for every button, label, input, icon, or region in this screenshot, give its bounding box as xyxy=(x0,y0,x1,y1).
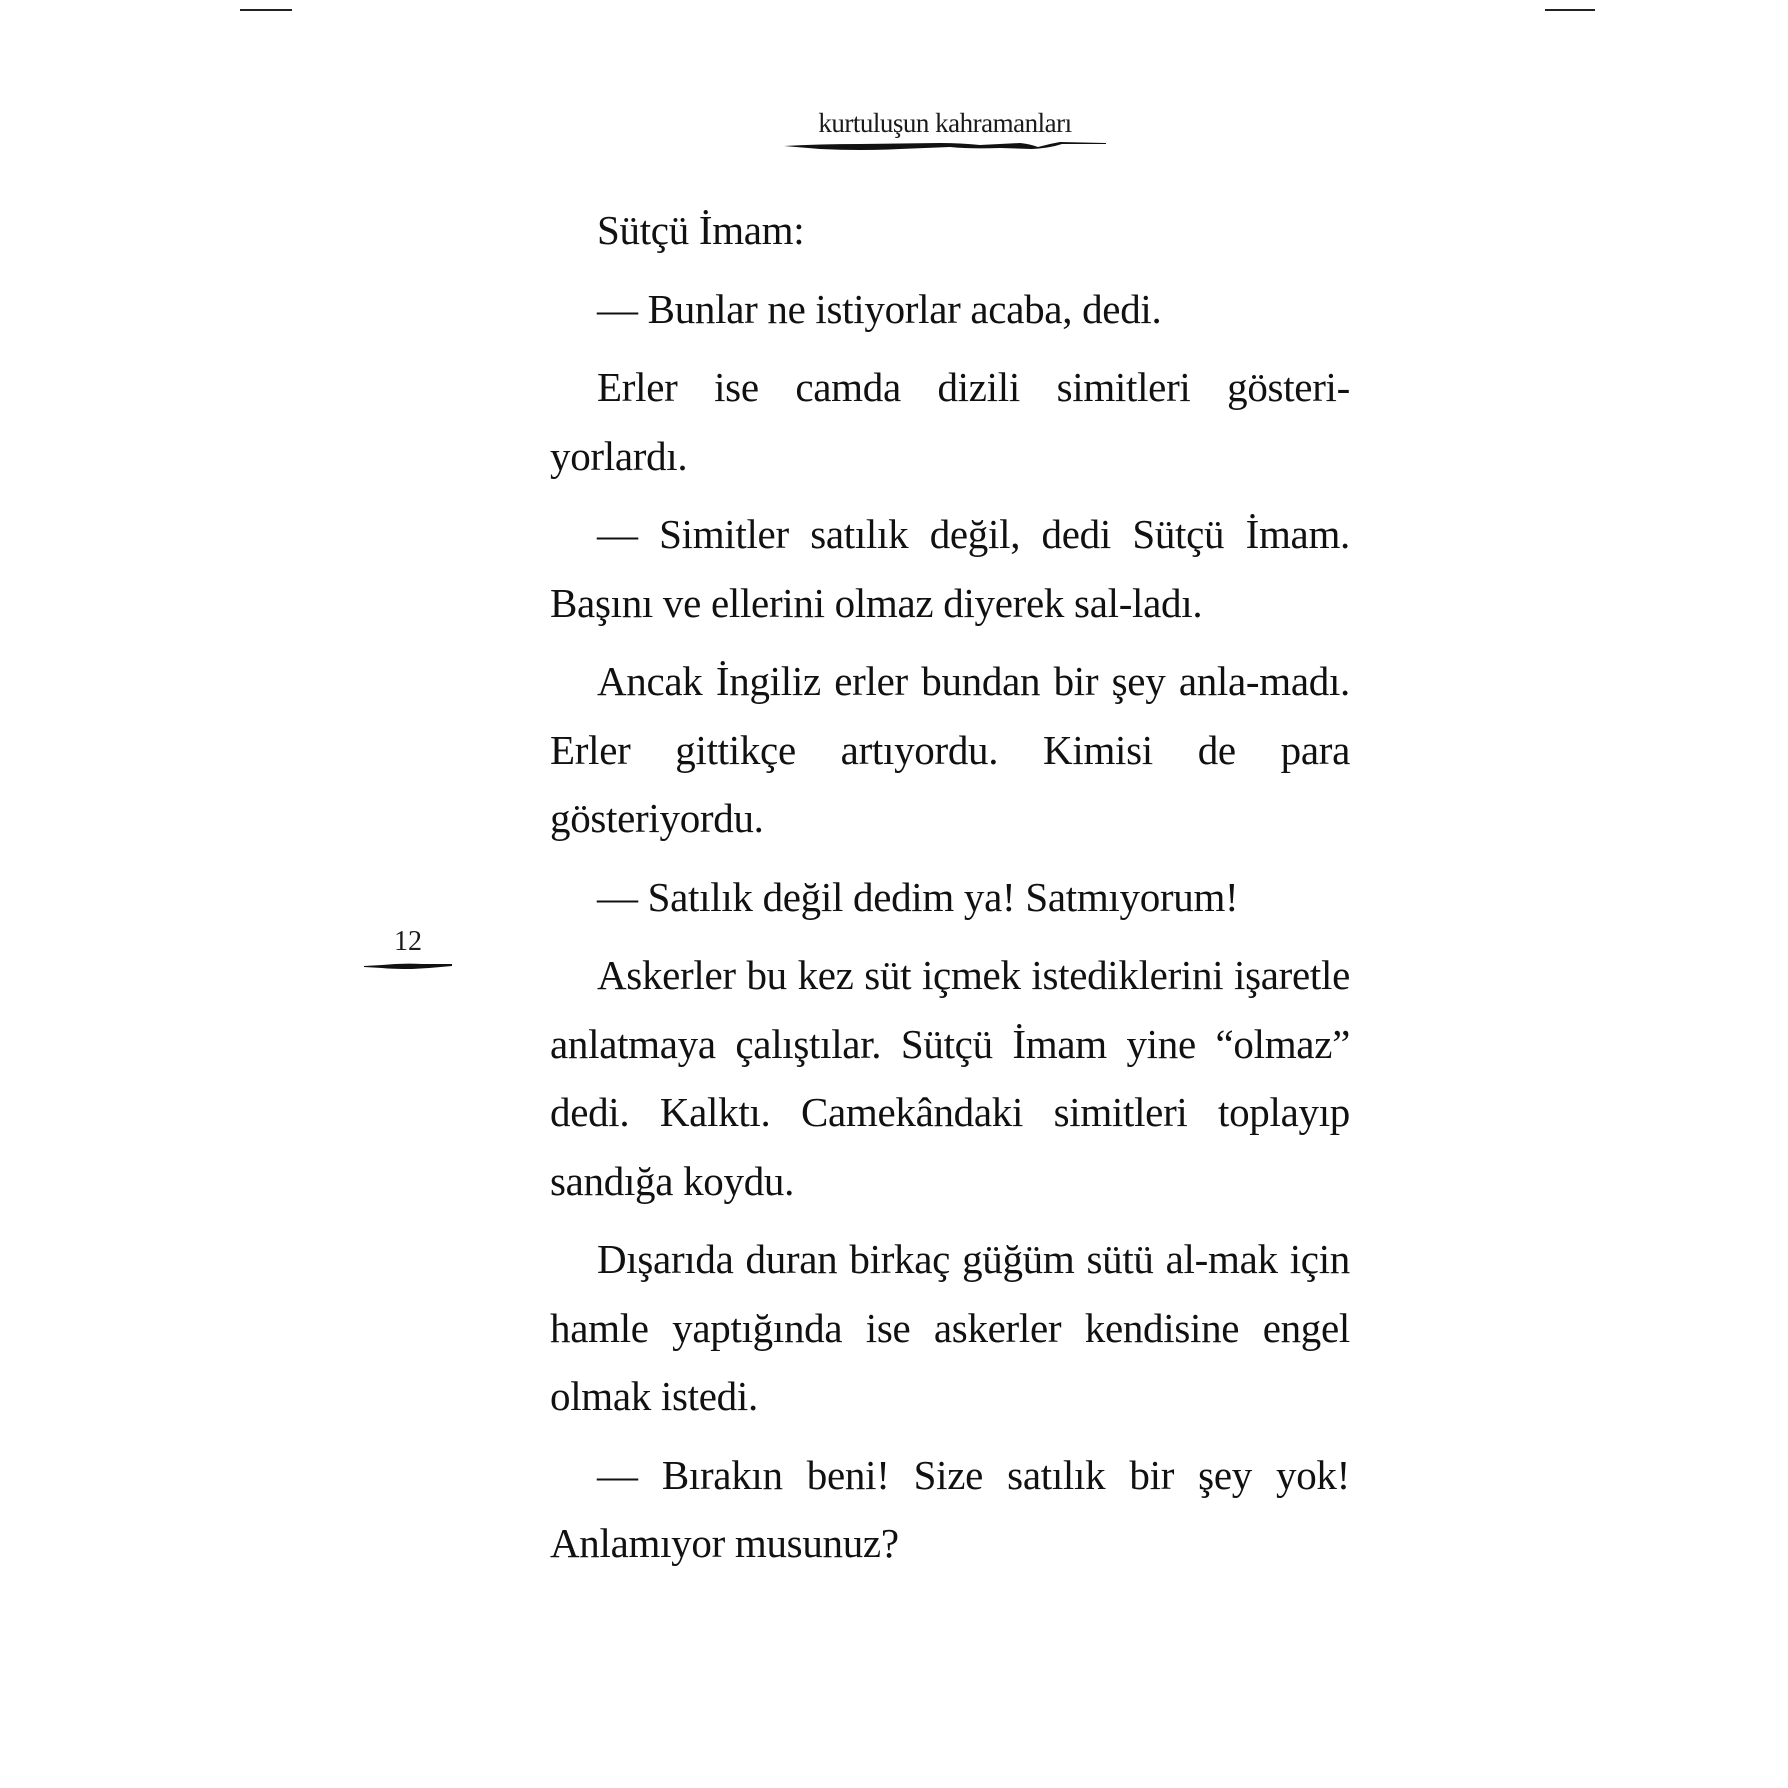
paragraph: — Simitler satılık değil, dedi Sütçü İmam. Başını ve ellerini olmaz diyerek sal-ladı. xyxy=(550,511,1350,626)
paragraph: Erler ise camda dizili simitleri gösteri-yorlardı. xyxy=(550,364,1350,479)
running-header-title: kurtuluşun kahramanları xyxy=(818,108,1072,138)
paragraph: — Bunlar ne istiyorlar acaba, dedi. xyxy=(597,285,1162,332)
paragraph: Sütçü İmam: xyxy=(597,207,805,253)
brush-stroke-ornament xyxy=(780,139,1110,153)
running-header xyxy=(780,108,1110,153)
body-text xyxy=(550,196,1350,1588)
paragraph: Ancak İngiliz erler bundan bir şey anla-madı. Erler gittikçe artıyordu. Kimisi de para gösteriyordu. xyxy=(550,658,1350,841)
paragraph: — Satılık değil dedim ya! Satmıyorum! xyxy=(597,873,1239,920)
crop-mark-left xyxy=(240,9,292,11)
page-number: 12 xyxy=(394,926,422,957)
page-number-block xyxy=(362,928,454,972)
paragraph: Dışarıda duran birkaç güğüm sütü al-mak için hamle yaptığında ise askerler kendisine engel olmak istedi. xyxy=(550,1236,1350,1419)
crop-mark-right xyxy=(1545,9,1595,11)
brush-stroke-ornament xyxy=(362,960,454,972)
paragraph: — Bırakın beni! Size satılık bir şey yok! Anlamıyor musunuz? xyxy=(550,1451,1350,1566)
paragraph: Askerler bu kez süt içmek istediklerini işaretle anlatmaya çalıştılar. Sütçü İmam yine “olmaz” dedi. Kalktı. Camekândaki simitleri toplayıp sandığa koydu. xyxy=(550,952,1350,1204)
